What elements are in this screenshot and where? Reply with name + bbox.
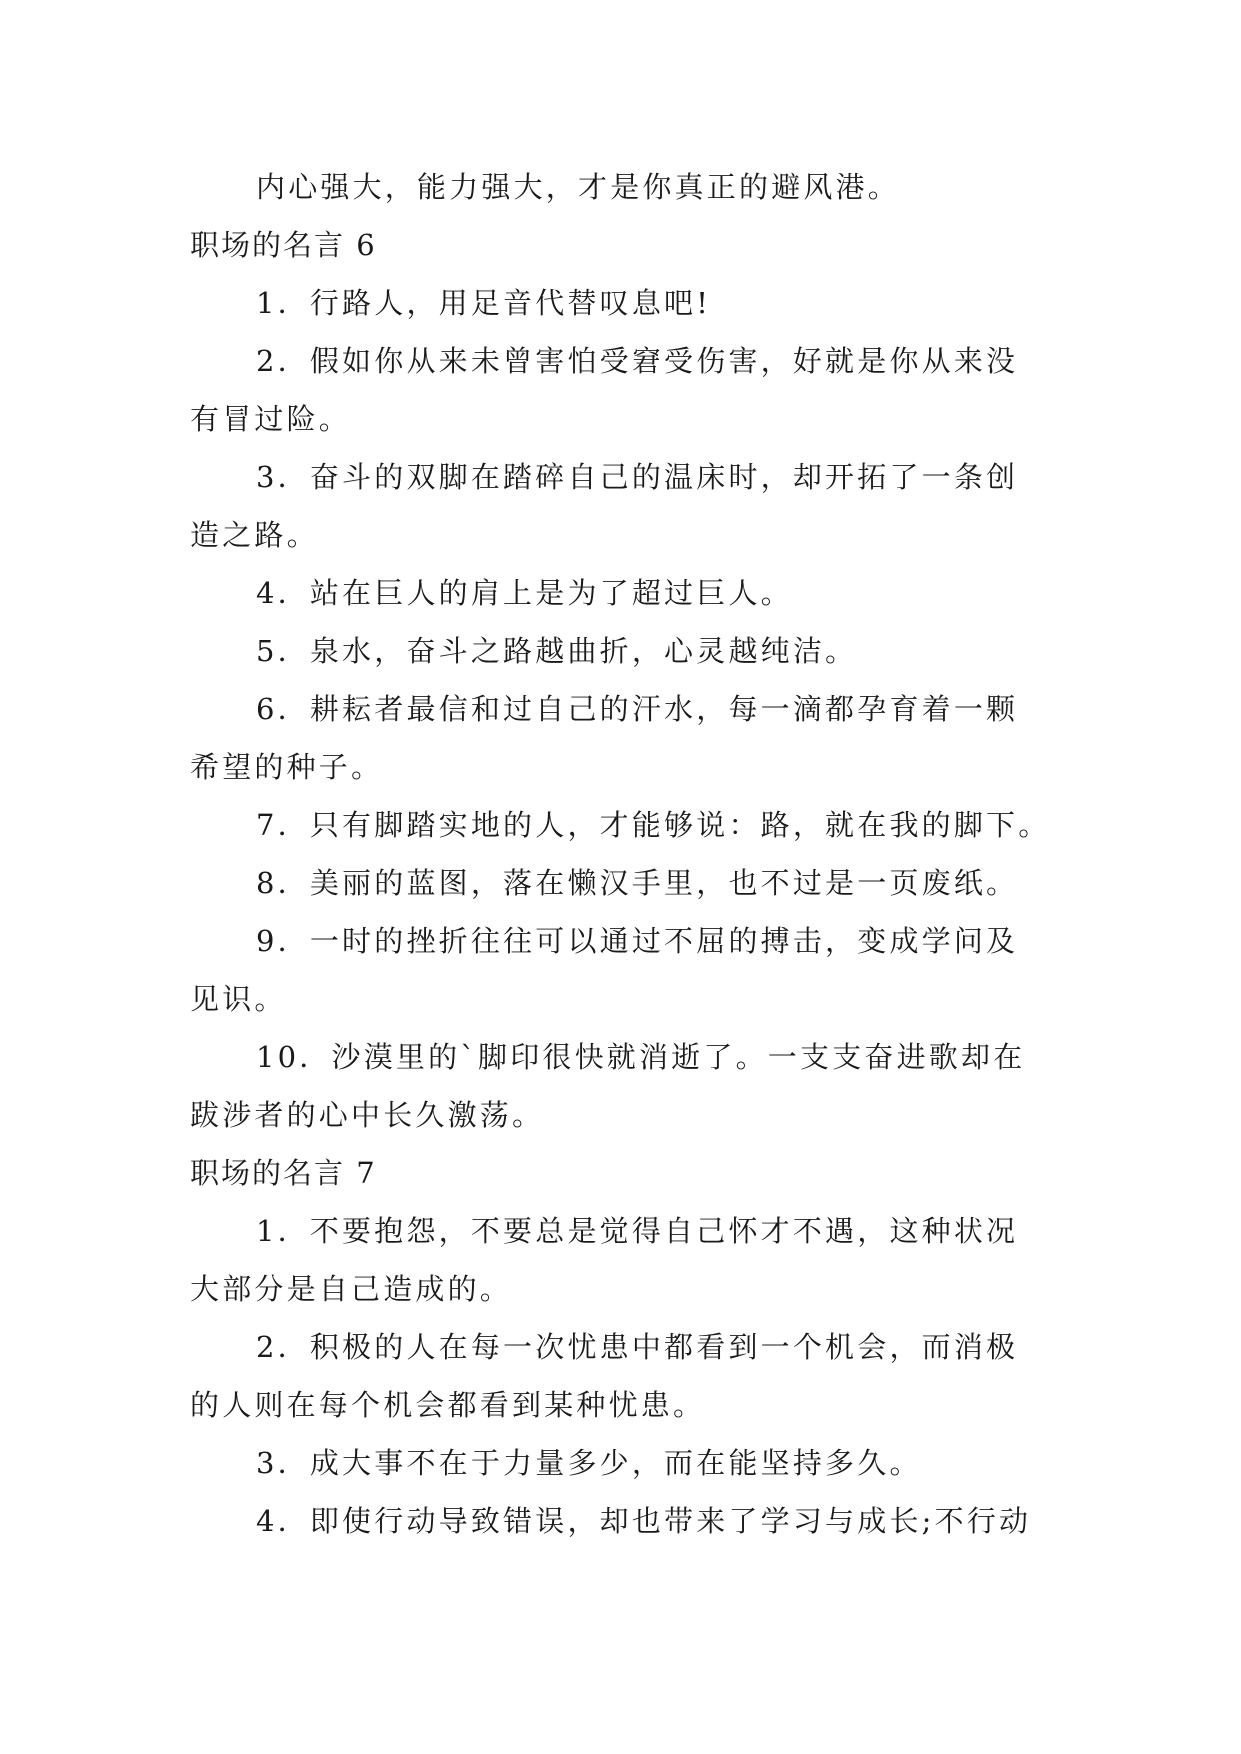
quote-continuation: 见识。: [190, 982, 287, 1016]
quote-item: 3．奋斗的双脚在踏碎自己的温床时，却开拓了一条创: [256, 460, 1019, 494]
quote-item: 7．只有脚踏实地的人，才能够说：路，就在我的脚下。: [256, 808, 1051, 842]
quote-item: 8．美丽的蓝图，落在懒汉手里，也不过是一页废纸。: [256, 866, 1019, 900]
quote-continuation: 有冒过险。: [190, 402, 352, 436]
paragraph-line: 内心强大，能力强大，才是你真正的避风港。: [256, 170, 901, 204]
quote-item: 9．一时的挫折往往可以通过不屈的搏击，变成学问及: [256, 924, 1019, 958]
section-heading: 职场的名言 7: [190, 1156, 377, 1190]
quote-item: 5．泉水，奋斗之路越曲折，心灵越纯洁。: [256, 634, 858, 668]
quote-continuation: 跋涉者的心中长久激荡。: [190, 1098, 545, 1132]
quote-continuation: 希望的种子。: [190, 750, 384, 784]
quote-item: 10．沙漠里的`脚印很快就消逝了。一支支奋进歌却在: [256, 1040, 1026, 1074]
quote-item: 2．积极的人在每一次忧患中都看到一个机会，而消极: [256, 1330, 1019, 1364]
quote-item: 6．耕耘者最信和过自己的汗水，每一滴都孕育着一颗: [256, 692, 1019, 726]
quote-item: 1．不要抱怨，不要总是觉得自己怀才不遇，这种状况: [256, 1214, 1019, 1248]
quote-continuation: 大部分是自己造成的。: [190, 1272, 513, 1306]
quote-item: 4．即使行动导致错误，却也带来了学习与成长;不行动: [256, 1504, 1032, 1538]
quote-item: 2．假如你从来未曾害怕受窘受伤害，好就是你从来没: [256, 344, 1019, 378]
quote-item: 4．站在巨人的肩上是为了超过巨人。: [256, 576, 793, 610]
quote-item: 3．成大事不在于力量多少，而在能坚持多久。: [256, 1446, 922, 1480]
quote-continuation: 造之路。: [190, 518, 319, 552]
quote-continuation: 的人则在每个机会都看到某种忧患。: [190, 1388, 706, 1422]
document-body: [190, 158, 1070, 1550]
quote-item: 1．行路人，用足音代替叹息吧!: [256, 286, 712, 320]
section-heading: 职场的名言 6: [190, 228, 377, 262]
